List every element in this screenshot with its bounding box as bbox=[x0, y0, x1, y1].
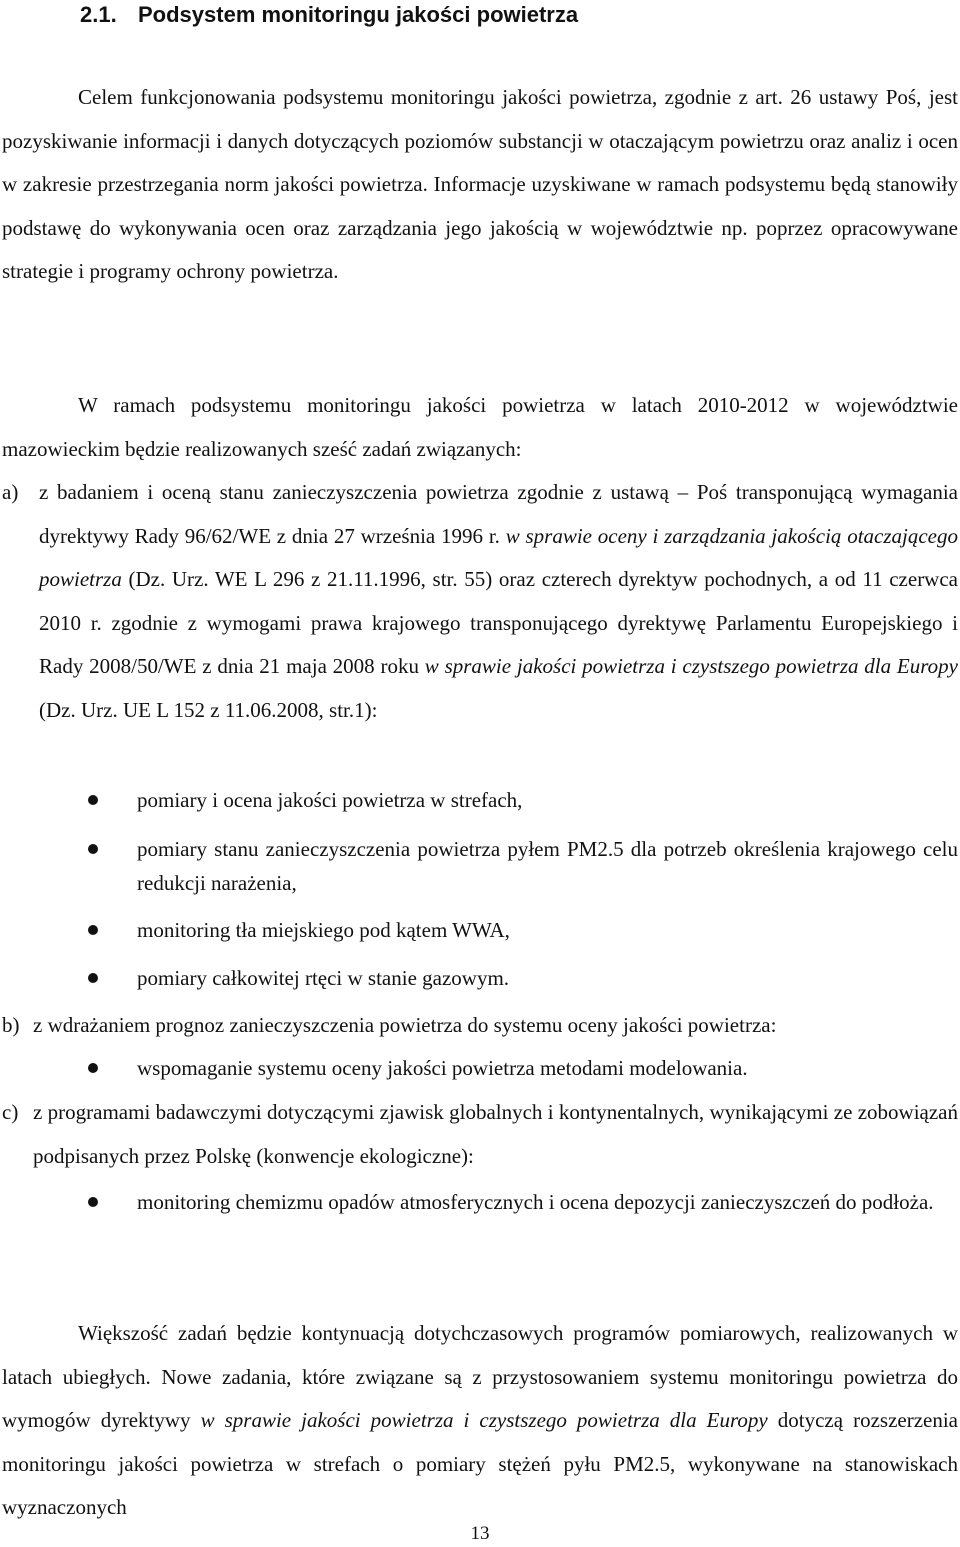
bullet-text: monitoring tła miejskiego pod kątem WWA, bbox=[137, 918, 510, 942]
closing-text-1: Większość zadań będzie kontynuacją dotychczasowych programów pomiarowych, realizowanych w latach ubiegłych. Nowe zadania, które związane są z przystosowaniem systemu monitoringu powietrza do wymogów dyrektywy bbox=[2, 1321, 958, 1432]
paragraph-closing bbox=[2, 1312, 958, 1530]
item-a-directive-title-2: w sprawie jakości powietrza i czystszego powietrza dla Europy bbox=[424, 654, 958, 678]
section-heading bbox=[80, 0, 578, 30]
closing-text-2: dotyczą rozszerzenia monitoringu jakości powietrza w strefach o pomiary stężeń pyłu PM2.5, wykonywane na stanowiskach wyznaczonych bbox=[2, 1408, 959, 1519]
list-item-b-text: z wdrażaniem prognoz zanieczyszczenia powietrza do systemu oceny jakości powietrza: bbox=[33, 1013, 777, 1037]
item-a-text-1: z badaniem i oceną stanu zanieczyszczenia powietrza zgodnie z ustawą – Poś transponującą wymagania dyrektywy Rady 96/62/WE z dnia 27 września 1996 r. bbox=[39, 480, 958, 548]
item-a-text-2: (Dz. Urz. WE L 296 z 21.11.1996, str. 55) oraz czterech dyrektyw pochodnych, a od 11 czerwca 2010 r. zgodnie z wymogami prawa krajowego transponującego dyrektywę Parlamentu Europejskiego i Rady 2008/50/WE z dnia 21 maja 2008 roku bbox=[39, 567, 958, 678]
list-item-a-text bbox=[39, 471, 958, 732]
closing-directive-title: w sprawie jakości powietrza i czystszego powietrza dla Europy bbox=[200, 1408, 768, 1432]
list-marker-c: c) bbox=[2, 1100, 19, 1124]
bullet-dot-icon bbox=[88, 795, 98, 805]
bullet-text: pomiary stanu zanieczyszczenia powietrza pyłem PM2.5 dla potrzeb określenia krajowego celu redukcji narażenia, bbox=[137, 837, 958, 895]
section-number: 2.1. bbox=[80, 2, 117, 27]
paragraph-tasks-intro: W ramach podsystemu monitoringu jakości powietrza w latach 2010-2012 w województwie mazowieckim będzie realizowanych sześć zadań związanych: bbox=[2, 393, 958, 461]
item-a-directive-title: w sprawie oceny i zarządzania jakością otaczającego powietrza bbox=[39, 523, 958, 591]
section-title: Podsystem monitoringu jakości powietrza bbox=[138, 2, 579, 27]
bullet-text: pomiary całkowitej rtęci w stanie gazowym. bbox=[137, 966, 510, 990]
list-item-c-text: z programami badawczymi dotyczącymi zjawisk globalnych i kontynentalnych, wynikającymi ze zobowiązań podpisanych przez Polskę (konwencje ekologiczne): bbox=[33, 1100, 958, 1168]
bullet-dot-icon bbox=[88, 925, 98, 935]
bullet-dot-icon bbox=[88, 973, 98, 983]
item-a-text-3: (Dz. Urz. UE L 152 z 11.06.2008, str.1): bbox=[39, 697, 378, 722]
bullet-text: monitoring chemizmu opadów atmosferycznych i ocena depozycji zanieczyszczeń do podłoża. bbox=[137, 1190, 934, 1214]
bullet-text: pomiary i ocena jakości powietrza w strefach, bbox=[137, 788, 523, 812]
bullet-text: wspomaganie systemu oceny jakości powietrza metodami modelowania. bbox=[137, 1056, 748, 1080]
bullet-dot-icon bbox=[88, 1063, 98, 1073]
paragraph-purpose: Celem funkcjonowania podsystemu monitoringu jakości powietrza, zgodnie z art. 26 ustawy Poś, jest pozyskiwanie informacji i danych dotyczących poziomów substancji w otaczającym powietrzu oraz analiz i ocen w zakresie przestrzegania norm jakości powietrza. Informacje uzyskiwane w ramach podsystemu będą stanowiły podstawę do wykonywania ocen oraz zarządzania jego jakością w województwie np. poprzez opracowywane strategie i programy ochrony powietrza. bbox=[2, 85, 958, 283]
bullet-dot-icon bbox=[88, 1197, 98, 1207]
page-number: 13 bbox=[470, 1523, 490, 1544]
list-marker-b: b) bbox=[2, 1013, 20, 1037]
bullet-dot-icon bbox=[88, 844, 98, 854]
list-marker-a: a) bbox=[2, 480, 19, 504]
